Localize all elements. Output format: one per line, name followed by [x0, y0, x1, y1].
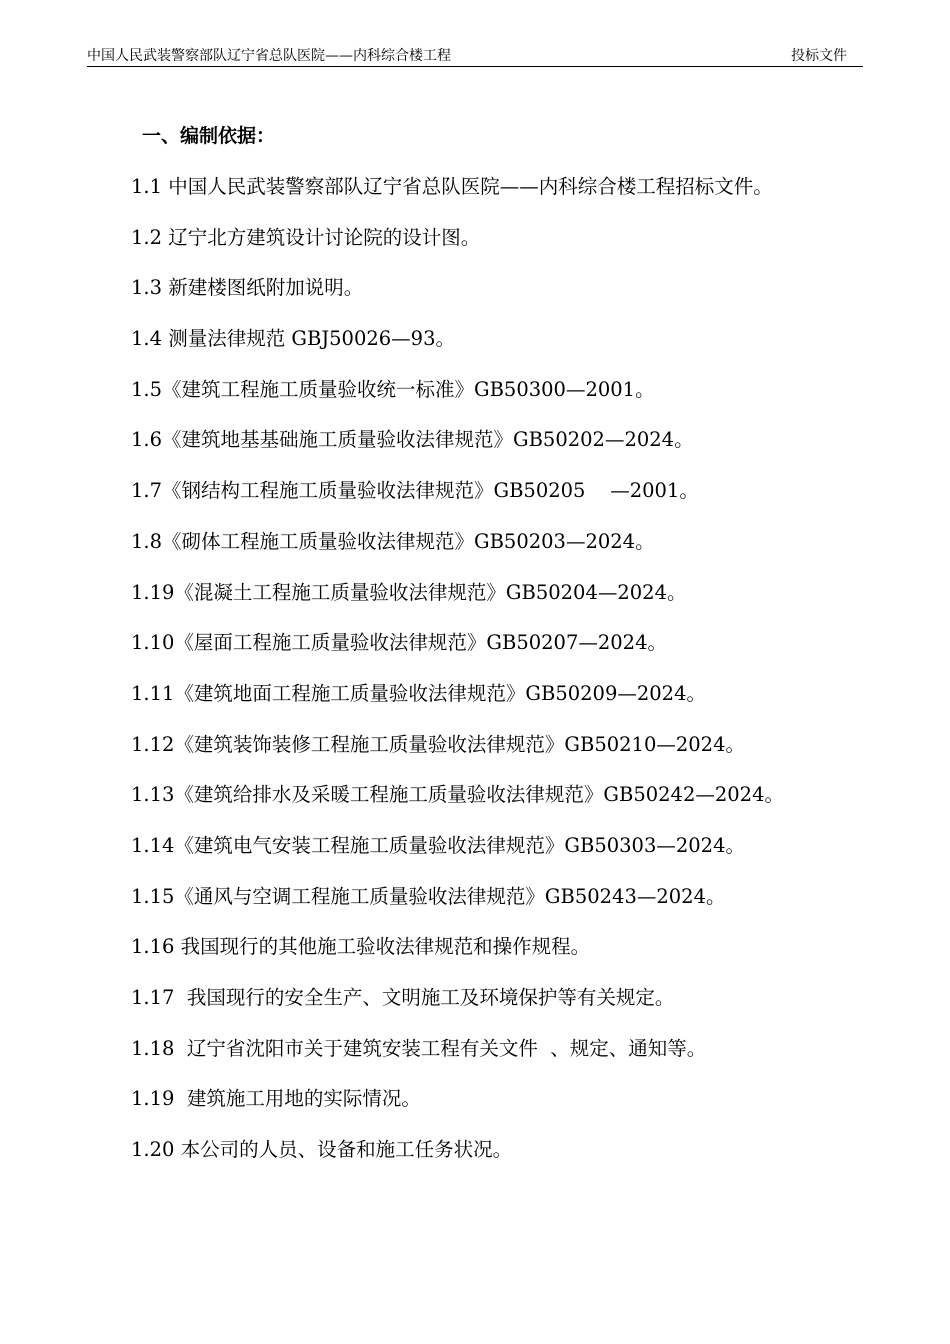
list-item: 1.17 我国现行的安全生产、文明施工及环境保护等有关规定。: [131, 986, 675, 1009]
list-item: 1.7《钢结构工程施工质量验收法律规范》GB50205 —2001。: [131, 479, 699, 503]
list-item: 1.18 辽宁省沈阳市关于建筑安装工程有关文件 、规定、通知等。: [131, 1036, 707, 1060]
basis-list: [131, 172, 911, 1186]
list-item: 1.16 我国现行的其他施工验收法律规范和操作规程。: [131, 935, 591, 959]
list-item: 1.8《砌体工程施工质量验收法律规范》GB50203—2024。: [131, 529, 655, 553]
list-item: 1.14《建筑电气安装工程施工质量验收法律规范》GB50303—2024。: [131, 833, 745, 857]
list-item: 1.5《建筑工程施工质量验收统一标准》GB50300—2001。: [131, 377, 655, 401]
list-item: 1.6《建筑地基基础施工质量验收法律规范》GB50202—2024。: [131, 428, 694, 452]
list-item: 1.15《通风与空调工程施工质量验收法律规范》GB50243—2024。: [131, 884, 726, 908]
list-item: 1.19 建筑施工用地的实际情况。: [131, 1087, 421, 1111]
list-item: 1.13《建筑给排水及采暖工程施工质量验收法律规范》GB50242—2024。: [131, 783, 784, 807]
list-item: 1.19《混凝土工程施工质量验收法律规范》GB50204—2024。: [131, 580, 687, 604]
section-title: 一、编制依据：: [142, 125, 276, 147]
header-project-title: 中国人民武装警察部队辽宁省总队医院——内科综合楼工程: [87, 48, 451, 64]
header-doc-type: 投标文件: [791, 48, 847, 64]
list-item: 1.20 本公司的人员、设备和施工任务状况。: [131, 1138, 513, 1162]
list-item: 1.11《建筑地面工程施工质量验收法律规范》GB50209—2024。: [131, 681, 706, 705]
list-item: 1.2 辽宁北方建筑设计讨论院的设计图。: [131, 225, 481, 249]
list-item: 1.10《屋面工程施工质量验收法律规范》GB50207—2024。: [131, 631, 667, 655]
list-item: 1.1 中国人民武装警察部队辽宁省总队医院——内科综合楼工程招标文件。: [131, 175, 773, 198]
page-header: [87, 46, 863, 67]
list-item: 1.12《建筑装饰装修工程施工质量验收法律规范》GB50210—2024。: [131, 732, 745, 756]
list-item: 1.3 新建楼图纸附加说明。: [131, 276, 364, 300]
list-item: 1.4 测量法律规范 GBJ50026—93。: [131, 327, 455, 351]
